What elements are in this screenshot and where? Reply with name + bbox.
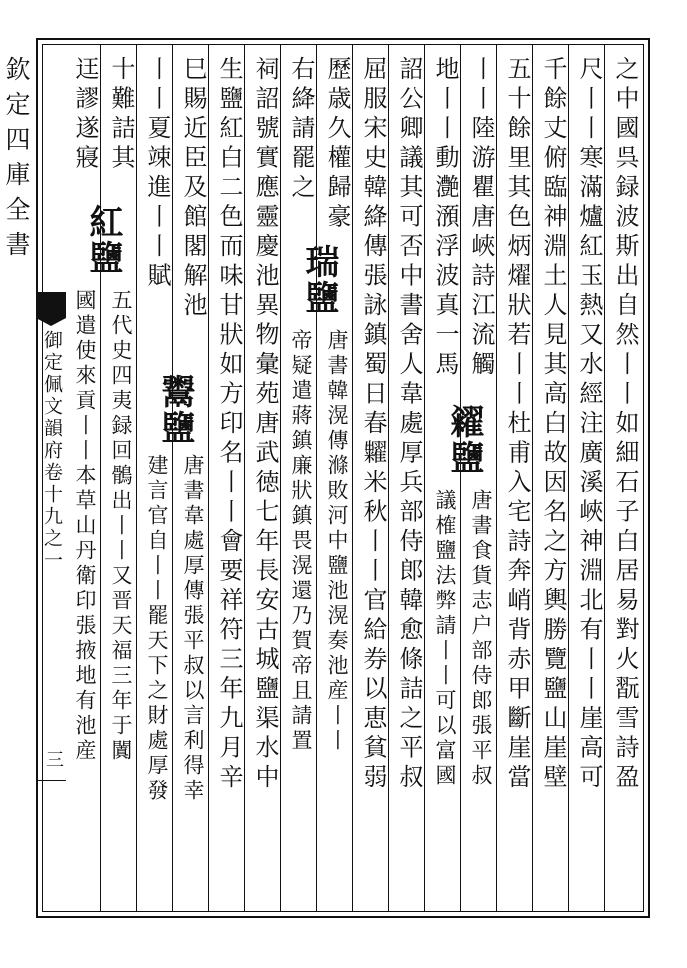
headword-3: 鬻鹽 [155,374,195,446]
text-column-10: 右絳請罷之 [287,56,315,204]
column-text: 丨丨陸游瞿唐峽詩江流觸 [467,56,495,381]
text-column-14: 丨丨夏竦進丨丨賦 [143,56,171,292]
margin-header: 欽定四庫全書 [2,56,31,266]
headword-4-note-b: 國遣使來貢丨丨本草山丹衛印張掖地有池産 [73,289,97,764]
headword-4: 紅鹽 [83,204,123,276]
headword-4-note-a: 五代史四夷録回鶻出丨丨又晋天福三年于闐 [109,289,133,764]
text-column-12: 生鹽紅白二色而味甘狀如方印名丨丨會要祥符三年九月辛 [215,56,243,794]
headword-1-note-a: 唐書食貨志户部侍郎張平叔 [469,489,493,789]
text-column-1: 之中國呉録波斯出自然丨丨如細石子白居易對火翫雪詩盈 [611,56,639,794]
text-column-11: 祠詔號實應靈慶池異物彙苑唐武徳七年長安古城鹽渠水中 [251,56,279,794]
text-column-3: 千餘丈俯臨神淵土人見其高白故因名之方輿勝覽鹽山崖壁 [539,56,567,794]
page-number: 三 [43,750,64,768]
text-column-7: 詔公卿議其可否中書舍人韋處厚兵部侍郎韓愈條詰之平叔 [395,56,423,794]
headword-2: 瑞鹽 [299,244,339,316]
text-column-4: 五十餘里其色炳燿狀若丨丨杜甫入宅詩奔峭背赤甲斷崖當 [503,56,531,794]
text-area [66,44,644,912]
column-text: 地丨丨動灔澦浮波真一馬 [431,56,459,381]
headword-3-note-a: 唐書韋處厚傳張平叔以言利得幸 [181,454,205,804]
text-column-15: 十難詰其 [107,56,135,174]
text-column-13: 巳賜近臣及館閣解池 [179,56,207,322]
headword-1-note-b: 議榷鹽法弊請丨丨可以富國 [433,489,457,789]
margin-rule [36,780,66,781]
text-column-16: 迋謬遂寢 [71,56,99,174]
fish-tail-mark [36,292,66,318]
headword-1: 糴鹽 [444,404,484,476]
headword-2-note-a: 唐書韓滉傳滌敗河中鹽池滉奏池産丨丨 [325,329,349,754]
headword-3-note-b: 建言官自丨丨罷天下之財處厚發 [145,454,169,804]
text-column-2: 尺丨丨寒滿爐紅玉熱又水經注廣溪峽神淵北有丨丨崖高可 [575,56,603,794]
headword-2-note-b: 帝疑遣蔣鎮廉狀鎮畏滉還乃賀帝且請置 [289,329,313,754]
text-column-9: 歷歳久權歸豪 [323,56,351,233]
book-title: 御定佩文韻府卷十九之一 [41,330,63,572]
text-column-8: 屈服宋史韓絳傳張詠鎮蜀日春糶米秋丨丨官給券以恵貧弱 [359,56,387,794]
